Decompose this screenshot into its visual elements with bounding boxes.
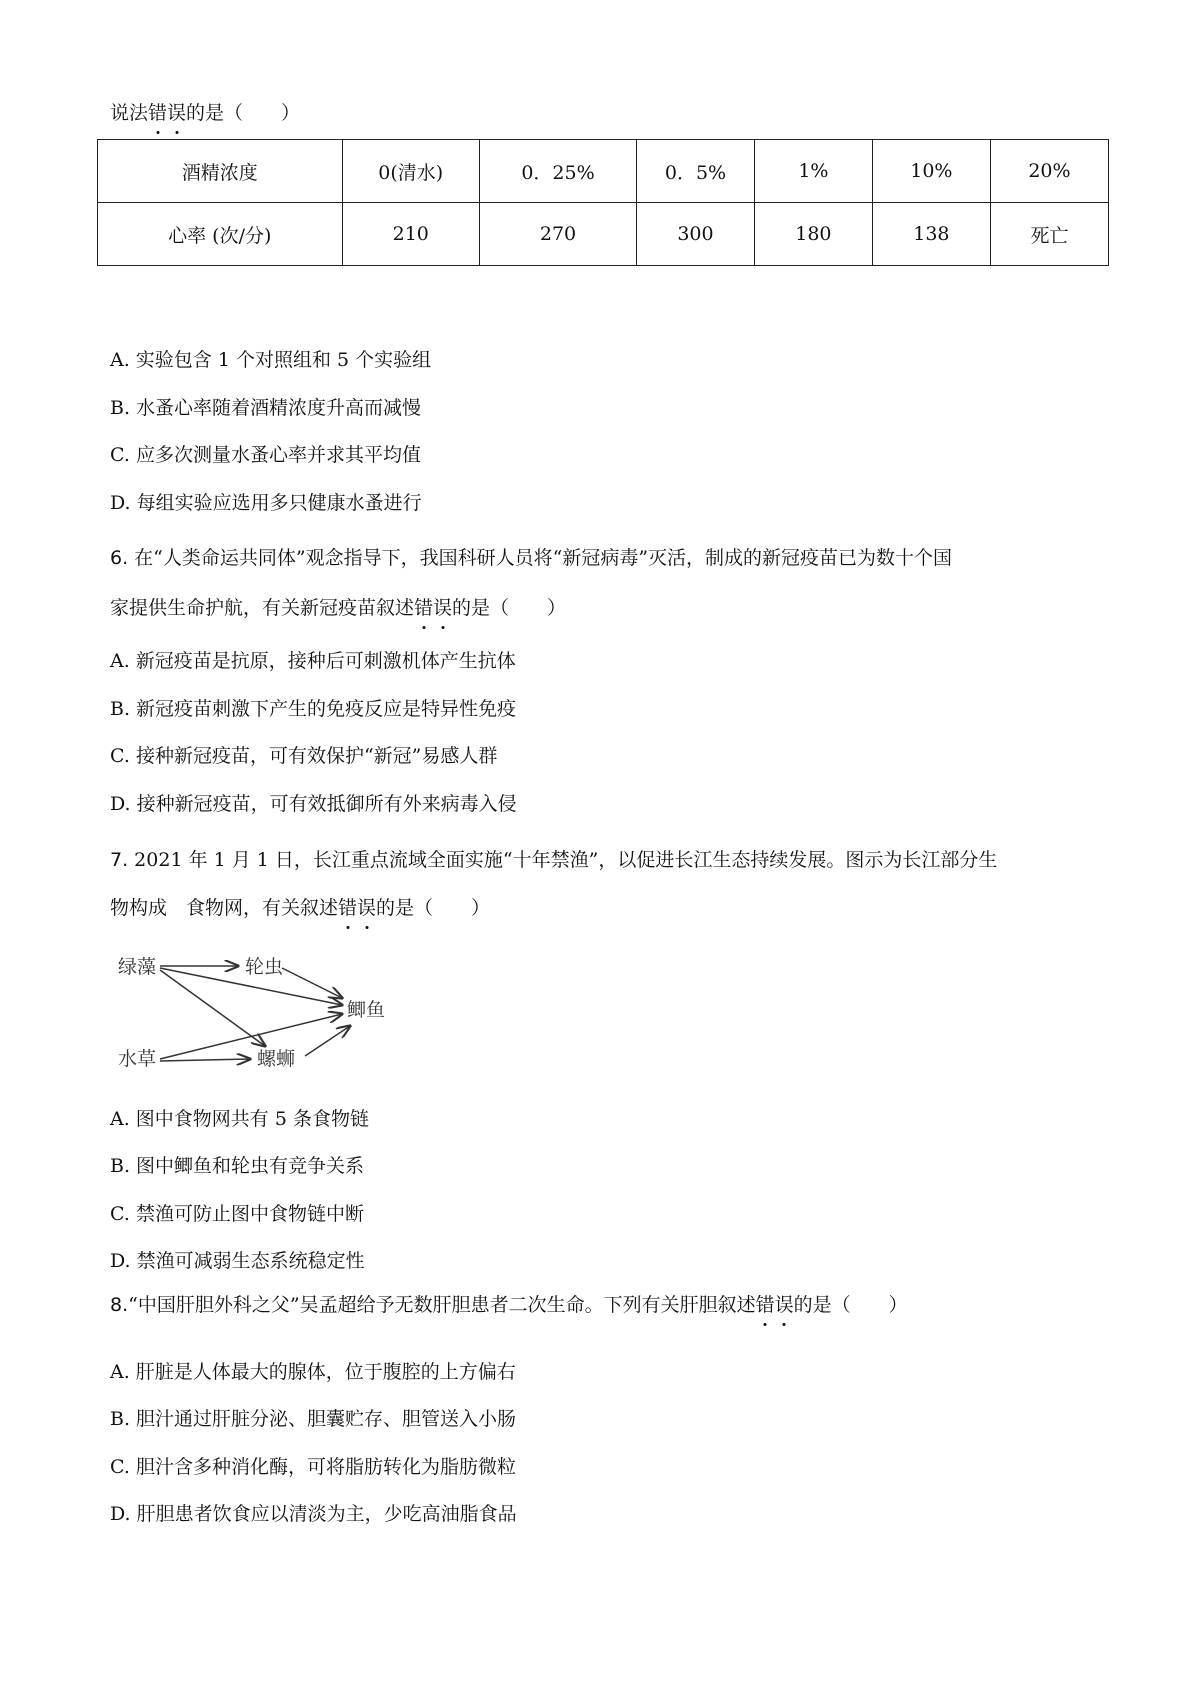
emphasis-char: 错 <box>148 98 167 125</box>
emphasis-char: 误 <box>775 1290 794 1317</box>
option-a[interactable]: A. 肝脏是人体最大的腺体，位于腹腔的上方偏右 <box>110 1361 516 1383</box>
question-7-stem-line2 <box>110 893 490 920</box>
stem-text: 的是（ ） <box>452 597 567 619</box>
question-number: 6. <box>110 547 129 569</box>
node-snail: 螺蛳 <box>257 1048 296 1070</box>
node-rotifer: 轮虫 <box>245 956 284 978</box>
emphasis-char: 误 <box>167 98 186 125</box>
option-a[interactable]: A. 新冠疫苗是抗原，接种后可刺激机体产生抗体 <box>110 650 516 672</box>
stem-text: 说法 <box>110 102 149 124</box>
emphasis-char: 错 <box>338 893 357 920</box>
option-b[interactable]: B. 图中鲫鱼和轮虫有竞争关系 <box>110 1155 365 1177</box>
option-d[interactable]: D. 每组实验应选用多只健康水蚤进行 <box>110 492 422 514</box>
question-number: 7. <box>110 849 129 871</box>
option-b[interactable]: B. 胆汁通过肝脏分泌、胆囊贮存、胆管送入小肠 <box>110 1408 517 1430</box>
table-cell: 270 <box>479 203 636 266</box>
arrow-grass-to-carp <box>160 1014 342 1059</box>
table-cell: 心率 (次/分) <box>98 203 343 266</box>
option-b[interactable]: B. 新冠疫苗刺激下产生的免疫反应是特异性免疫 <box>110 698 517 720</box>
table-cell: 20% <box>990 140 1108 203</box>
heart-rate-table <box>97 139 1109 266</box>
table-cell: 138 <box>872 203 990 266</box>
table-cell: 10% <box>872 140 990 203</box>
question-6-stem-line2 <box>110 593 566 620</box>
option-c[interactable]: C. 接种新冠疫苗，可有效保护“新冠”易感人群 <box>110 745 498 767</box>
stem-text: 家提供生命护航，有关新冠疫苗叙述 <box>110 597 415 619</box>
option-d[interactable]: D. 接种新冠疫苗，可有效抵御所有外来病毒入侵 <box>110 793 517 815</box>
table-cell: 300 <box>637 203 755 266</box>
option-c[interactable]: C. 应多次测量水蚤心率并求其平均值 <box>110 444 421 466</box>
table-cell: 180 <box>754 203 872 266</box>
table-cell: 酒精浓度 <box>98 140 343 203</box>
option-c[interactable]: C. 禁渔可防止图中食物链中断 <box>110 1203 364 1225</box>
stem-text: 的是（ ） <box>793 1294 908 1316</box>
stem-text: 物构成 食物网，有关叙述 <box>110 897 339 919</box>
node-green-algae: 绿藻 <box>118 956 157 978</box>
question-number: 8. <box>110 1294 129 1316</box>
stem-text: “中国肝胆外科之父”吴孟超给予无数肝胆患者二次生命。下列有关肝胆叙述 <box>128 1294 756 1316</box>
emphasis-char: 错 <box>756 1290 775 1317</box>
food-web-diagram <box>110 948 410 1088</box>
option-b[interactable]: B. 水蚤心率随着酒精浓度升高而减慢 <box>110 397 422 419</box>
arrow-snail-to-carp <box>305 1026 350 1056</box>
table-cell: 0．5% <box>637 140 755 203</box>
emphasis-char: 误 <box>433 593 452 620</box>
emphasis-char: 误 <box>357 893 376 920</box>
arrow-grass-to-snail <box>160 1059 250 1061</box>
node-water-grass: 水草 <box>118 1048 157 1070</box>
node-crucian-carp: 鲫鱼 <box>347 999 386 1021</box>
stem-text: 的是（ ） <box>186 102 301 124</box>
table-cell: 死亡 <box>990 203 1108 266</box>
stem-text: 的是（ ） <box>376 897 491 919</box>
table-cell: 1% <box>754 140 872 203</box>
option-a[interactable]: A. 图中食物网共有 5 条食物链 <box>110 1108 369 1130</box>
stem-text: 在“人类命运共同体”观念指导下，我国科研人员将“新冠病毒”灭活，制成的新冠疫苗已为数十个国 <box>128 547 953 569</box>
question-stem-continuation <box>110 98 300 125</box>
table-cell: 0(清水) <box>342 140 479 203</box>
question-8-stem <box>110 1290 908 1317</box>
option-a[interactable]: A. 实验包含 1 个对照组和 5 个实验组 <box>110 349 432 371</box>
option-c[interactable]: C. 胆汁含多种消化酶，可将脂肪转化为脂肪微粒 <box>110 1456 516 1478</box>
arrow-algae-to-snail <box>160 970 265 1046</box>
option-d[interactable]: D. 肝胆患者饮食应以清淡为主，少吃高油脂食品 <box>110 1503 517 1525</box>
table-row <box>98 203 1109 266</box>
question-7-stem-line1 <box>110 845 997 872</box>
table-cell: 0．25% <box>479 140 636 203</box>
table-row <box>98 140 1109 203</box>
table-cell: 210 <box>342 203 479 266</box>
arrow-rotifer-to-carp <box>282 968 342 998</box>
emphasis-char: 错 <box>414 593 433 620</box>
stem-text: 2021 年 1 月 1 日，长江重点流域全面实施“十年禁渔”，以促进长江生态持续发展。图示为长江部分生 <box>128 849 998 871</box>
question-6-stem-line1 <box>110 543 952 570</box>
option-d[interactable]: D. 禁渔可减弱生态系统稳定性 <box>110 1250 365 1272</box>
